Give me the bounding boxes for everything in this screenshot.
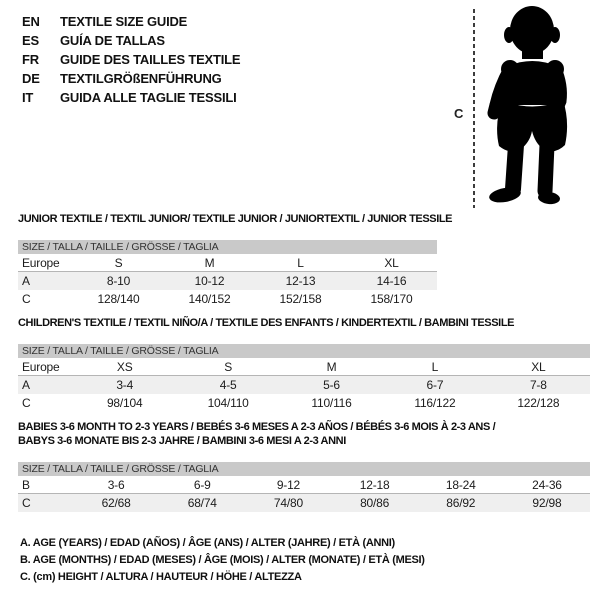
cell-value: 98/104 [106, 396, 143, 410]
children-size-table [18, 344, 590, 412]
cell-value: 6-9 [193, 478, 211, 492]
table-row [18, 290, 437, 308]
footnote-b: B. AGE (MONTHS) / EDAD (MESES) / ÂGE (MOIS) / ALTER (MONATE) / ETÀ (MESI) [20, 554, 425, 566]
cell-value: S [114, 256, 123, 270]
table-row [18, 358, 590, 376]
language-row [22, 31, 240, 50]
height-figure [452, 5, 598, 211]
table-row [18, 376, 590, 394]
babies-size-table [18, 462, 590, 512]
junior-size-table [18, 240, 437, 308]
language-label: TEXTILE SIZE GUIDE [60, 14, 188, 29]
cell-value: 3-4 [116, 378, 134, 392]
cell-value: 5-6 [323, 378, 340, 392]
cell-value: 6-7 [426, 378, 444, 392]
cell-value: 128/140 [97, 292, 140, 306]
language-header [22, 12, 240, 107]
cell-value: 74/80 [273, 496, 303, 510]
babies-section-title [18, 420, 590, 448]
cell-value: S [224, 360, 233, 374]
row-label: C [22, 292, 31, 306]
language-label: GUIDA ALLE TAGLIE TESSILI [60, 90, 237, 105]
row-label: B [22, 478, 30, 492]
language-row [22, 69, 240, 88]
cell-value: 12-13 [285, 274, 316, 288]
height-measure-line [473, 9, 475, 208]
toddler-silhouette-icon [480, 5, 590, 205]
size-header-bar: SIZE / TALLA / TAILLE / GRÖSSE / TAGLIA [18, 344, 590, 358]
table-row [18, 394, 590, 412]
height-annotation: C [454, 106, 464, 121]
row-label: A [22, 274, 30, 288]
table-row [18, 254, 437, 272]
cell-value: 7-8 [529, 378, 547, 392]
table-title-line: JUNIOR TEXTILE / TEXTIL JUNIOR/ TEXTILE JUNIOR / JUNIORTEXTIL / JUNIOR TESSILE [18, 213, 453, 225]
table-title-line: CHILDREN'S TEXTILE / TEXTIL NIÑO/A / TEXTILE DES ENFANTS / KINDERTEXTIL / BAMBINI TESSILE [18, 317, 515, 329]
cell-value: 4-5 [219, 378, 237, 392]
junior-section-title [18, 212, 453, 226]
table-body [18, 254, 437, 308]
size-header-bar: SIZE / TALLA / TAILLE / GRÖSSE / TAGLIA [18, 462, 590, 476]
cell-value: 158/170 [370, 292, 413, 306]
junior-size-section [18, 212, 453, 308]
footnotes [20, 535, 425, 586]
cell-value: 110/116 [311, 396, 352, 410]
cell-value: L [431, 360, 439, 374]
cell-value: 140/152 [188, 292, 231, 306]
cell-value: 92/98 [532, 496, 562, 510]
cell-value: XS [116, 360, 133, 374]
row-label: A [22, 378, 30, 392]
cell-value: 104/110 [207, 396, 249, 410]
language-code: ES [22, 33, 39, 48]
cell-value: M [204, 256, 215, 270]
cell-value: 9-12 [276, 478, 301, 492]
cell-value: 24-36 [532, 478, 562, 492]
language-code: IT [22, 90, 34, 105]
cell-value: 18-24 [445, 478, 476, 492]
babies-size-section [18, 420, 590, 512]
footnote-c: C. (cm) HEIGHT / ALTURA / HAUTEUR / HÖHE / ALTEZZA [20, 571, 302, 583]
table-row [18, 494, 590, 512]
cell-value: 3-6 [107, 478, 125, 492]
footnote-a: A. AGE (YEARS) / EDAD (AÑOS) / ÂGE (ANS) / ALTER (JAHRE) / ETÀ (ANNI) [20, 537, 395, 549]
language-label: TEXTILGRÖßENFÜHRUNG [60, 71, 222, 86]
row-label: C [22, 496, 31, 510]
table-row [18, 272, 437, 290]
table-body [18, 476, 590, 512]
cell-value: 116/122 [414, 396, 456, 410]
table-row [18, 476, 590, 494]
table-body [18, 358, 590, 412]
language-row [22, 88, 240, 107]
row-label: C [22, 396, 31, 410]
table-title-line: BABYS 3-6 MONATE BIS 2-3 JAHRE / BAMBINI 3-6 MESI A 2-3 ANNI [18, 435, 346, 447]
children-section-title [18, 316, 590, 330]
size-header-bar: SIZE / TALLA / TAILLE / GRÖSSE / TAGLIA [18, 240, 437, 254]
language-row [22, 50, 240, 69]
cell-value: 12-18 [359, 478, 390, 492]
cell-value: XL [531, 360, 546, 374]
cell-value: 122/128 [517, 396, 560, 410]
language-label: GUÍA DE TALLAS [60, 33, 165, 48]
cell-value: 80/86 [360, 496, 390, 510]
row-label: Europe [22, 360, 60, 374]
cell-value: 8-10 [106, 274, 131, 288]
language-code: EN [22, 14, 40, 29]
language-code: DE [22, 71, 40, 86]
children-size-section [18, 316, 590, 412]
cell-value: 62/68 [101, 496, 131, 510]
cell-value: 86/92 [446, 496, 476, 510]
cell-value: M [326, 360, 337, 374]
language-label: GUIDE DES TAILLES TEXTILE [60, 52, 241, 67]
row-label: Europe [22, 256, 60, 270]
cell-value: XL [384, 256, 399, 270]
cell-value: 68/74 [187, 496, 217, 510]
cell-value: L [297, 256, 304, 270]
language-row [22, 12, 240, 31]
cell-value: 10-12 [194, 274, 225, 288]
cell-value: 14-16 [376, 274, 407, 288]
cell-value: 152/158 [279, 292, 322, 306]
table-title-line: BABIES 3-6 MONTH TO 2-3 YEARS / BEBÉS 3-6 MESES A 2-3 AÑOS / BÉBÉS 3-6 MOIS À 2-3 ANS / [18, 421, 496, 433]
language-code: FR [22, 52, 39, 67]
